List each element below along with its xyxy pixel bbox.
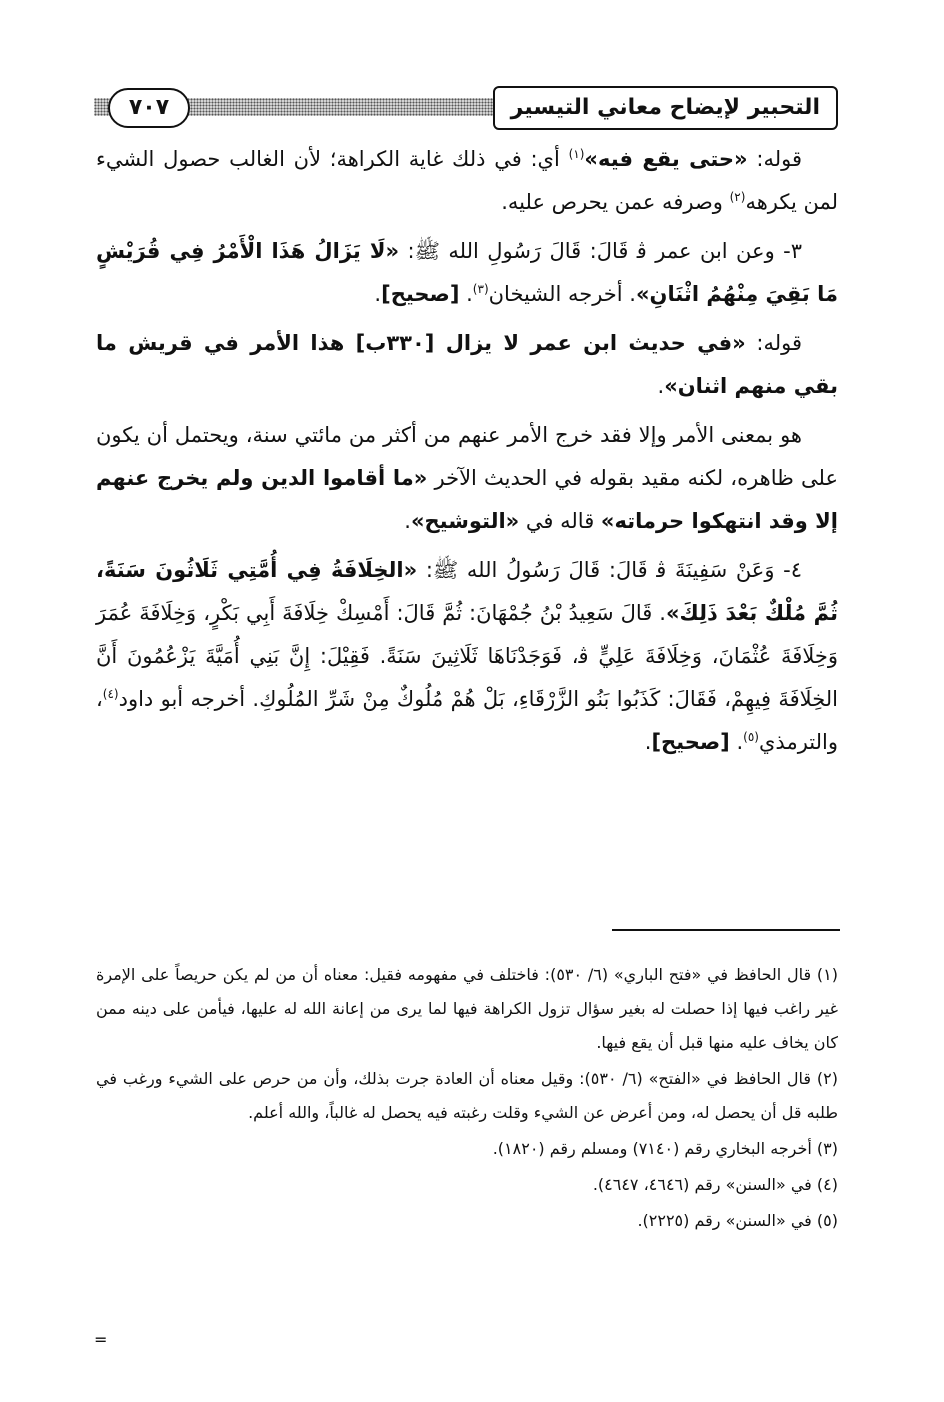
segment: . [644, 730, 652, 754]
bottom-mark: = [94, 1330, 108, 1349]
segment: . [404, 509, 411, 533]
segment: قوله: [745, 331, 802, 355]
paragraph-1 [96, 138, 838, 224]
segment: . [459, 282, 473, 306]
footnote-separator [612, 929, 840, 931]
page-number: ٧٠٧ [108, 88, 190, 128]
segment: قوله: [747, 147, 802, 171]
segment: أي: في ذلك غاية الكراهة؛ لأن الغالب حصول الشيء لمن يكرهه [96, 147, 838, 214]
hadith-text: «لَا يَزَالُ هَذَا الْأَمْرُ فِي قُرَيْشٍ مَا بَقِيَ مِنْهُمُ اثْنَانِ» [96, 239, 838, 306]
segment: . [729, 730, 744, 754]
segment: . [657, 374, 665, 398]
main-text [96, 138, 838, 764]
hadith-text: «الخِلَافَةُ فِي أُمَّتِي ثَلَاثُونَ سَنَةً، ثُمَّ مُلْكٌ بَعْدَ ذَلِكَ» [96, 558, 838, 625]
quoted-phrase: «ما أقاموا الدين ولم يخرج عنهم إلا وقد انتهكوا حرماته» [96, 466, 838, 533]
segment: ، والترمذي [96, 687, 838, 754]
segment: . [374, 282, 382, 306]
paragraph-3 [96, 322, 838, 408]
footnote-1: (١) قال الحافظ في «فتح الباري» (٦/ ٥٣٠): فاختلف في مفهومه فقيل: معناه أن من لم يكن حريصاً على الإمرة غير راغب فيها إذا حصلت له بغير سؤال تزول الكراهة فيها لما يرى من إعانة الله له عليها، فيأمن على دينه ممن كان يخاف عليه منها قبل أن يقع فيها. [96, 965, 839, 1052]
running-header [94, 86, 838, 132]
segment: وصرفه عمن يحرص عليه. [501, 190, 730, 214]
paragraph-5 [96, 549, 838, 764]
book-title: التحبير لإيضاح معاني التيسير [493, 86, 838, 130]
footnote-3: (٣) أخرجه البخاري رقم (٧١٤٠) ومسلم رقم (١٨٢٠). [492, 1139, 838, 1158]
footnote-4: (٤) في «السنن» رقم (٤٦٤٦، ٤٦٤٧). [592, 1175, 838, 1194]
paragraph-2 [96, 230, 838, 316]
footnote-ref[interactable]: (٥) [743, 730, 759, 744]
segment: ٣- وعن ابن عمر ﭬ قَالَ: قَالَ رَسُولِ الله ﷺ: [399, 239, 802, 263]
footnote-ref[interactable]: (٣) [472, 282, 489, 296]
grading-label: [صحيح] [651, 730, 730, 754]
segment: . قَالَ سَعِيدُ بْنُ جُمْهَانَ: ثُمَّ قَالَ: أَمْسِكْ خِلَافَةَ أَبِي بَكْرٍ، وَخِلَافَةَ عُمَرَ وَخِلَافَةَ عُثْمَانَ، وَخِلَافَةَ عَلِيٍّ ﭬ، فَوَجَدْنَاهَا ثَلَاثِينَ سَنَةً. فَقِيْلَ: إِنَّ بَنِي أُمَيَّةَ يَزْعُمُونَ أَنَّ الخِلَافَةَ فِيهِمْ، فَقَالَ: كَذَبُوا بَنُو الزَّرْقَاءِ، بَلْ هُمْ مُلُوكٌ مِنْ شَرِّ المُلُوكِ. أخرجه أبو داود [96, 601, 838, 711]
footnotes [96, 958, 838, 1238]
segment: . أخرجه الشيخان [488, 282, 636, 306]
grading-label: [صحيح] [381, 282, 460, 306]
footnote-5: (٥) في «السنن» رقم (٢٢٢٥). [637, 1211, 838, 1230]
footnote-ref[interactable]: (٢) [729, 190, 746, 204]
quoted-phrase: «حتى يقع فيه» [584, 147, 748, 171]
footnote-ref[interactable]: (٤) [102, 687, 119, 701]
paragraph-4 [96, 414, 838, 543]
quoted-phrase: «في حديث ابن عمر لا يزال [٣٣٠ب] هذا الأمر في قريش ما بقي منهم اثنان» [96, 331, 838, 398]
source-title: «التوشيح» [410, 509, 520, 533]
segment: هو بمعنى الأمر وإلا فقد خرج الأمر عنهم من أكثر من مائتي سنة، ويحتمل أن يكون على ظاهره، لكنه مقيد بقوله في الحديث الآخر [96, 423, 838, 490]
segment: قاله في [519, 509, 601, 533]
segment: ٤- وَعَنْ سَفِينَةَ ﭬ قَالَ: قَالَ رَسُولُ الله ﷺ: [417, 558, 802, 582]
footnote-2: (٢) قال الحافظ في «الفتح» (٦/ ٥٣٠): وقيل معناه أن العادة جرت بذلك، وأن من حرص على الشيء ورغب في طلبه قل أن يحصل له، ومن أعرض عن الشيء وقلت رغبته فيه يحصل له غالباً، والله أعلم. [96, 1069, 838, 1122]
footnote-ref[interactable]: (١) [568, 147, 585, 161]
